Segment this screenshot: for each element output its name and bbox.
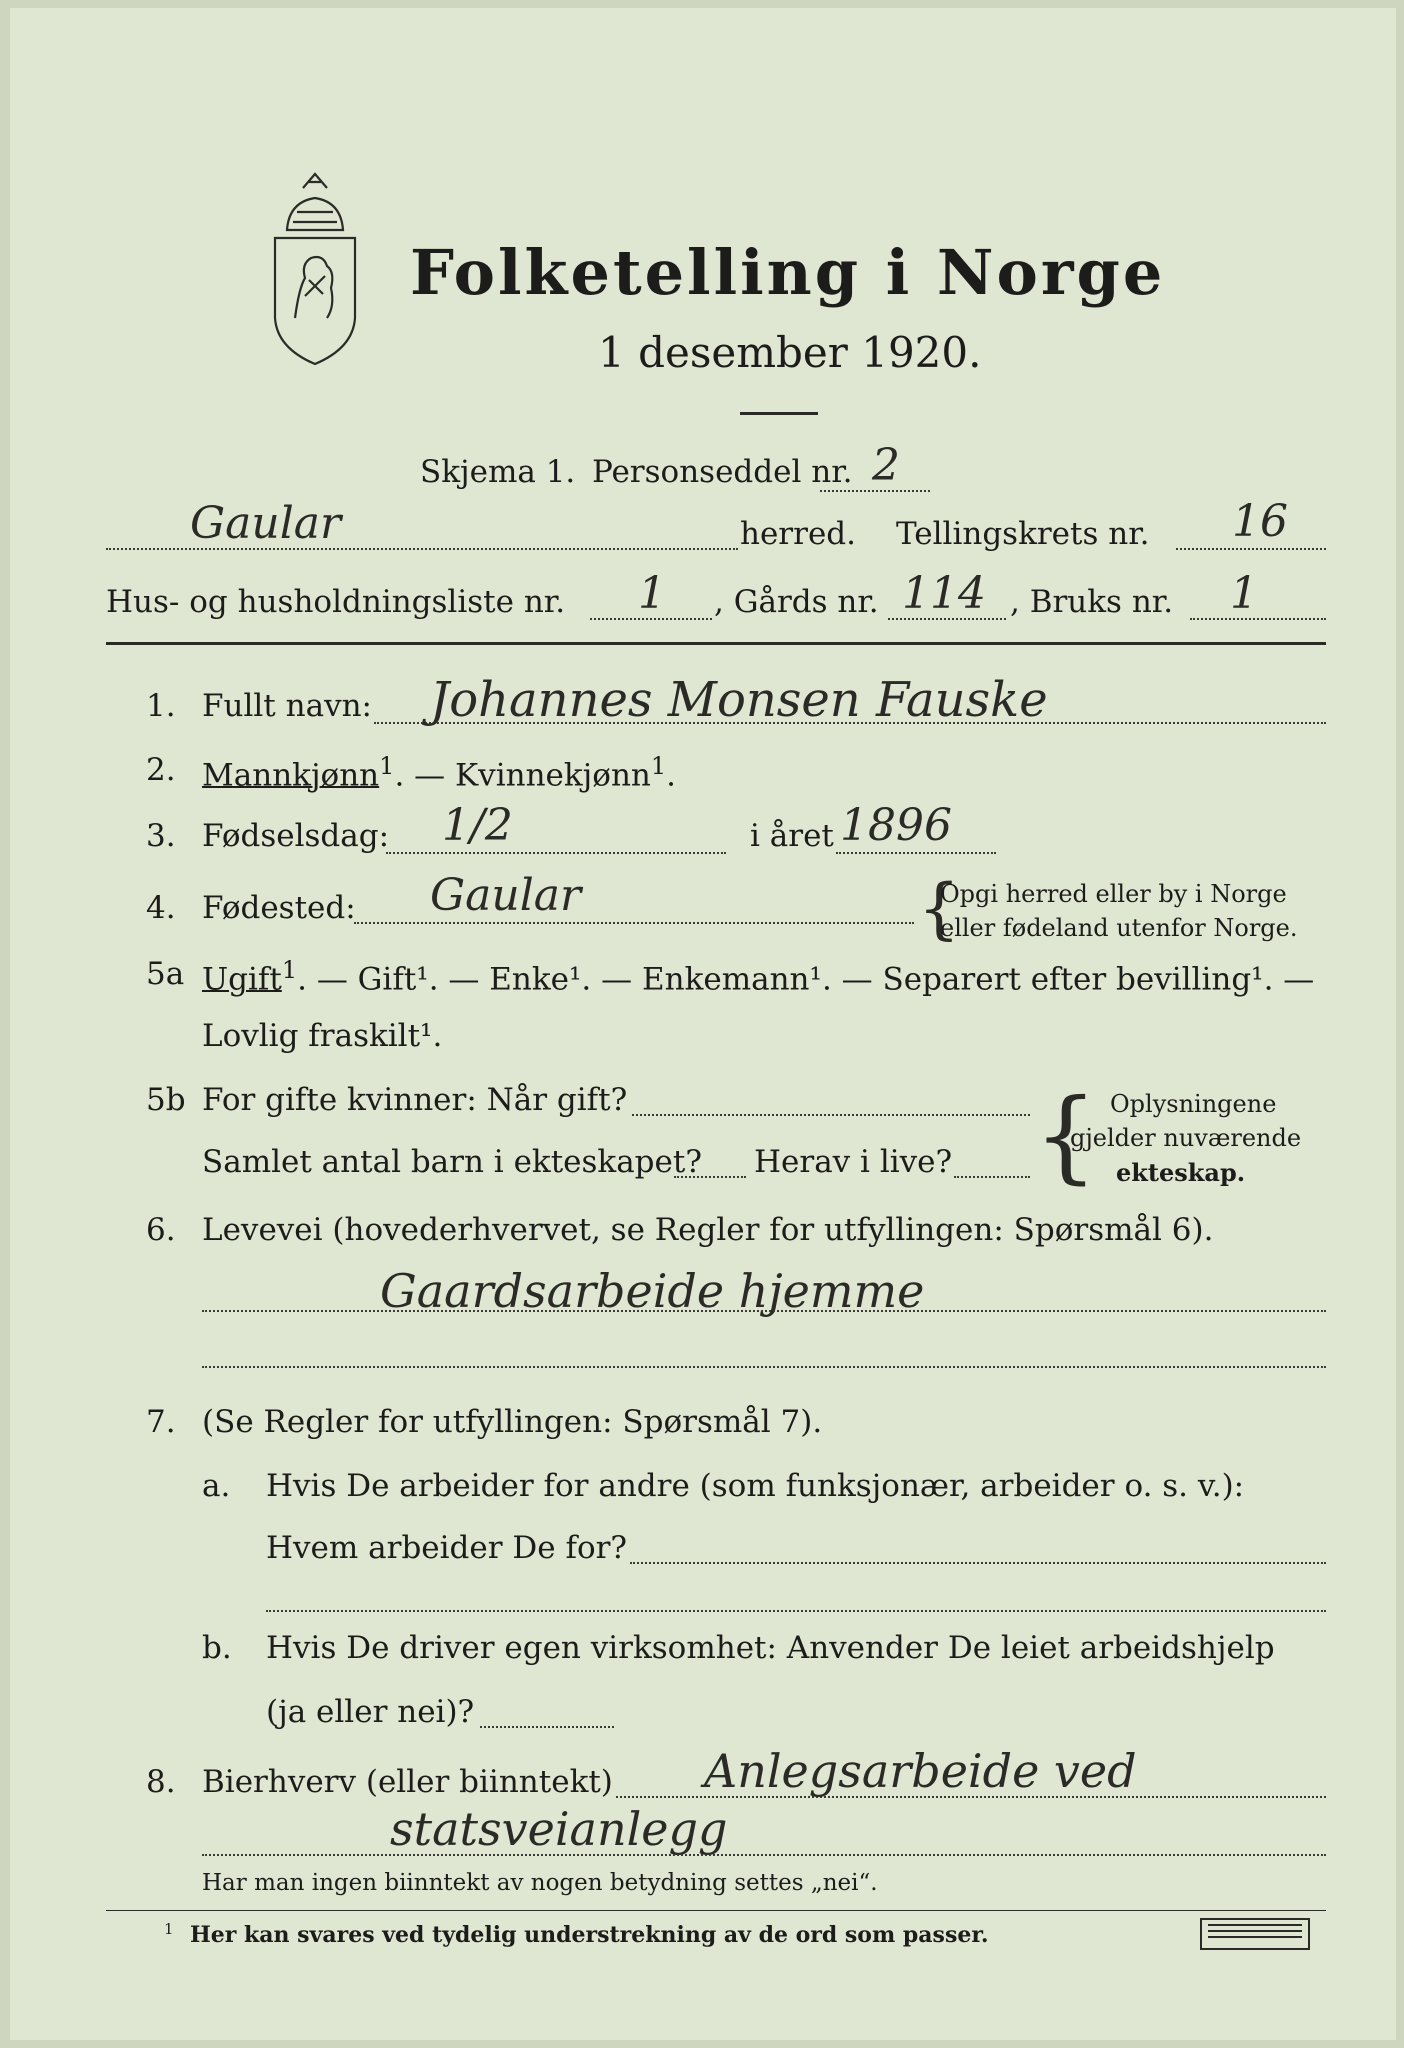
census-form-page [10, 8, 1396, 2040]
employer-line-1 [630, 1562, 1326, 1564]
q4-number: 4. [146, 890, 176, 926]
q2-number: 2. [146, 752, 176, 788]
personseddel-value[interactable]: 2 [872, 440, 900, 491]
tellingskrets-line [1176, 548, 1326, 550]
bruks-line [1190, 618, 1326, 620]
schema-label: Skjema 1. [420, 454, 576, 490]
side-income-line-2 [202, 1854, 1326, 1856]
q7a-question: Hvem arbeider De for? [266, 1530, 628, 1566]
tellingskrets-label: Tellingskrets nr. [896, 516, 1150, 552]
marital-option-ugift[interactable]: Ugift [202, 961, 282, 998]
title-divider [740, 412, 818, 415]
q1-label: Fullt navn: [202, 688, 372, 724]
occupation-line-2 [202, 1366, 1326, 1368]
birthplace-line [354, 922, 914, 924]
footnote-text: Her kan svares ved tydelig understrekning av de ord som passer. [190, 1922, 989, 1948]
coat-of-arms-icon [265, 168, 365, 368]
q7-label: (Se Regler for utfyllingen: Spørsmål 7). [202, 1404, 823, 1440]
q4-label: Fødested: [202, 890, 356, 926]
children-line [674, 1176, 746, 1178]
birthplace-note-2: eller fødeland utenfor Norge. [940, 914, 1298, 942]
gender-option-male[interactable]: Mannkjønn [202, 757, 380, 794]
printer-stamp [1200, 1918, 1310, 1950]
q1-number: 1. [146, 688, 176, 724]
herred-value[interactable]: Gaular [190, 498, 342, 549]
alive-line [954, 1176, 1030, 1178]
birthplace-brace: { [918, 870, 960, 947]
q7b-text: Hvis De driver egen virksomhet: Anvender De leiet arbeidshjelp [266, 1630, 1275, 1666]
form-title: Folketelling i Norge [410, 236, 1166, 309]
employer-line-2 [266, 1610, 1326, 1612]
marriage-note-3: ekteskap. [1116, 1158, 1246, 1187]
occupation-line-1 [202, 1310, 1326, 1312]
marriage-note-2: gjelder nuværende [1070, 1124, 1302, 1152]
q6-number: 6. [146, 1212, 176, 1248]
personseddel-label: Personseddel nr. [592, 454, 853, 490]
birth-year-value[interactable]: 1896 [840, 800, 952, 851]
q7-number: 7. [146, 1404, 176, 1440]
birthplace-note-1: Opgi herred eller by i Norge [940, 880, 1287, 908]
gards-value[interactable]: 114 [902, 568, 986, 619]
gender-option-female[interactable]: Kvinnekjønn [455, 757, 651, 794]
birthplace-value[interactable]: Gaular [430, 870, 582, 921]
hus-label: Hus- og husholdningsliste nr. [106, 584, 566, 620]
footer-divider [106, 1910, 1326, 1911]
q7a-text: Hvis De arbeider for andre (som funksjonær, arbeider o. s. v.): [266, 1468, 1245, 1504]
married-when-line [632, 1114, 1030, 1116]
q8-number: 8. [146, 1764, 176, 1800]
census-date: 1 desember 1920. [598, 328, 982, 377]
q5a-number: 5a [146, 956, 185, 992]
q7b-question: (ja eller nei)? [266, 1694, 475, 1730]
q5b-number: 5b [146, 1082, 186, 1118]
bleed-through-text [530, 130, 538, 158]
bruks-label: , Bruks nr. [1010, 584, 1174, 620]
q2-options: Mannkjønn$^1$. — Kvinnekjønn$^1$. [202, 752, 677, 794]
year-line [836, 852, 996, 854]
children-label: Samlet antal barn i ekteskapet? [202, 1144, 702, 1180]
tellingskrets-value[interactable]: 16 [1232, 496, 1288, 547]
herred-label: herred. [740, 516, 856, 552]
married-when-label: For gifte kvinner: Når gift? [202, 1082, 628, 1118]
hired-help-line [480, 1726, 614, 1728]
header-divider [106, 642, 1326, 645]
q3-label: Fødselsdag: [202, 818, 390, 854]
full-name-value[interactable]: Johannes Monsen Fauske [430, 672, 1048, 728]
side-income-note: Har man ingen biinntekt av nogen betydning settes „nei“. [202, 1870, 878, 1896]
marital-option-fraskilt[interactable]: Lovlig fraskilt¹. [202, 1018, 443, 1054]
q8-label: Bierhverv (eller biinntekt) [202, 1764, 613, 1800]
hus-value[interactable]: 1 [638, 568, 666, 619]
q6-label: Levevei (hovederhvervet, se Regler for utfyllingen: Spørsmål 6). [202, 1212, 1214, 1248]
q7a-letter: a. [202, 1468, 231, 1504]
birthday-line [386, 852, 726, 854]
gards-label: , Gårds nr. [714, 584, 879, 620]
occupation-value[interactable]: Gaardsarbeide hjemme [380, 1264, 925, 1318]
birthday-value[interactable]: 1/2 [442, 800, 513, 851]
side-income-value-2[interactable]: statsveianlegg [390, 1802, 728, 1856]
marriage-note-1: Oplysningene [1110, 1090, 1277, 1118]
marital-options: Ugift$^1$. — Gift¹. — Enke¹. — Enkemann¹. — Separert efter bevilling¹. — [202, 956, 1315, 998]
q3-number: 3. [146, 818, 176, 854]
marriage-brace: { [1034, 1077, 1098, 1194]
q7b-letter: b. [202, 1630, 232, 1666]
alive-label: Herav i live? [754, 1144, 953, 1180]
side-income-value-1[interactable]: Anlegsarbeide ved [704, 1744, 1137, 1798]
bruks-value[interactable]: 1 [1230, 568, 1258, 619]
footnote-mark: 1 [164, 1920, 174, 1938]
year-label: i året [750, 818, 834, 854]
